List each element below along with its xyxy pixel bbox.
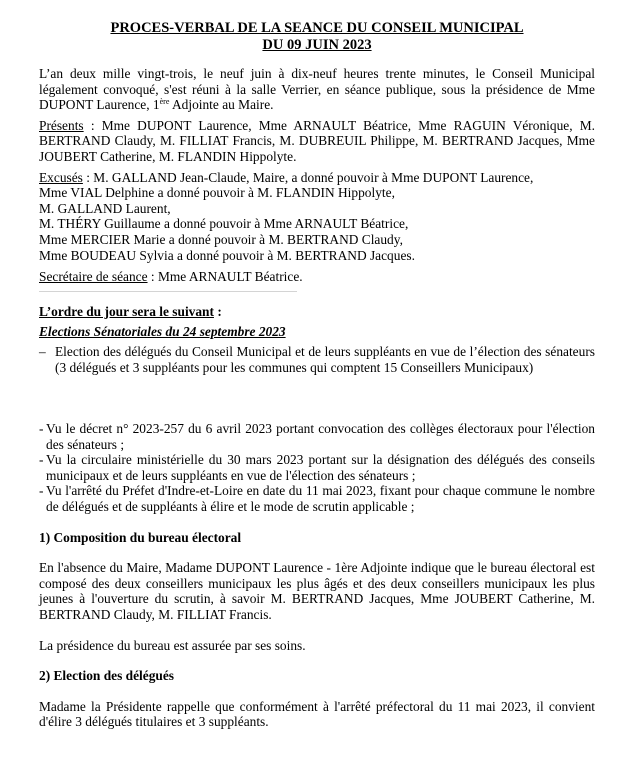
document-title-line1: PROCES-VERBAL DE LA SEANCE DU CONSEIL MUNICIPAL <box>110 20 524 36</box>
document-page <box>39 20 595 730</box>
intro-paragraph <box>39 66 595 113</box>
reference-dash: - <box>39 452 44 468</box>
presents-label: Présents <box>39 117 84 133</box>
presents-paragraph <box>39 118 595 165</box>
presents-text: : Mme DUPONT Laurence, Mme ARNAULT Béatrice, Mme RAGUIN Véronique, M. BERTRAND Claudy, M. FILLIAT Francis, M. DUBREUIL Philippe, M. BERTRAND Jacques, Mme JOUBERT Catherine, M. FLANDIN Hippolyte. <box>39 117 595 164</box>
section1-paragraph: En l'absence du Maire, Madame DUPONT Laurence - 1ère Adjointe indique que le bureau électoral est composé des deux conseillers municipaux les plus âgés et des deux conseillers municipaux les plus jeunes à l'ouverture du scrutin, à savoir M. BERTRAND Jacques, Mme JOUBERT Catherine, M. BERTRAND Claudy, M. FILLIAT Francis. <box>39 560 595 623</box>
reference-text: Vu la circulaire ministérielle du 30 mars 2023 portant sur la désignation des délégués des conseils municipaux et de leurs suppléants en vue de l'élection des sénateurs ; <box>46 452 595 483</box>
reference-text: Vu le décret n° 2023-257 du 6 avril 2023 portant convocation des collèges électoraux pour l'élection des sénateurs ; <box>46 421 595 452</box>
agenda-item-dash: – <box>39 343 46 359</box>
intro-superscript: ère <box>159 97 170 107</box>
agenda-item-text: Election des délégués du Conseil Municipal et de leurs suppléants en vue de l’élection des sénateurs (3 délégués et 3 suppléants pour les communes qui comptent 15 Conseillers Municipaux) <box>55 343 595 375</box>
document-title-line2: DU 09 JUIN 2023 <box>262 37 372 53</box>
section2-paragraph: Madame la Présidente rappelle que conformément à l'arrêté préfectoral du 11 mai 2023, il convient d'élire 3 délégués titulaires et 3 suppléants. <box>39 698 595 730</box>
section2-heading: 2) Election des délégués <box>39 668 175 684</box>
reference-item <box>39 452 595 483</box>
secretary-label: Secrétaire de séance <box>39 269 148 285</box>
elections-heading: Elections Sénatoriales du 24 septembre 2023 <box>39 324 286 340</box>
references-list <box>39 421 595 515</box>
excuses-label: Excusés <box>39 169 83 185</box>
agenda-item <box>39 344 595 375</box>
agenda-colon: : <box>213 303 222 319</box>
excuses-line: M. GALLAND Laurent, <box>39 200 171 216</box>
excuses-line: Mme BOUDEAU Sylvia a donné pouvoir à M. BERTRAND Jacques. <box>39 247 415 263</box>
separator-line <box>39 291 297 292</box>
reference-item <box>39 483 595 514</box>
excuses-line <box>39 170 595 186</box>
secretary-text: : Mme ARNAULT Béatrice. <box>147 269 303 285</box>
excuses-block <box>39 170 595 264</box>
excuses-line: Mme MERCIER Marie a donné pouvoir à M. BERTRAND Claudy, <box>39 231 403 247</box>
agenda-heading <box>39 304 595 320</box>
reference-text: Vu l'arrêté du Préfet d'Indre-et-Loire en date du 11 mai 2023, fixant pour chaque commune le nombre de délégués et de suppléants à élire et le mode de scrutin applicable ; <box>46 483 595 515</box>
intro-end: Adjointe au Maire. <box>169 97 274 113</box>
reference-dash: - <box>39 421 44 437</box>
section1-presidence: La présidence du bureau est assurée par ses soins. <box>39 637 306 653</box>
reference-item <box>39 421 595 452</box>
intro-text: L’an deux mille vingt-trois, le neuf juin à dix-neuf heures trente minutes, le Conseil Municipal légalement convoqué, s'est réuni à la salle Verrier, en séance publique, sous la présidence de Mme DUPONT Laurence, 1 <box>39 66 595 113</box>
excuses-line: Mme VIAL Delphine a donné pouvoir à M. FLANDIN Hippolyte, <box>39 185 395 201</box>
reference-dash: - <box>39 483 44 499</box>
agenda-label: L’ordre du jour sera le suivant <box>39 303 214 319</box>
excuses-line-text: : M. GALLAND Jean-Claude, Maire, a donné pouvoir à Mme DUPONT Laurence, <box>82 169 534 185</box>
excuses-line: M. THÉRY Guillaume a donné pouvoir à Mme ARNAULT Béatrice, <box>39 216 409 232</box>
secretary-paragraph <box>39 269 595 285</box>
section1-heading: 1) Composition du bureau électoral <box>39 529 242 545</box>
